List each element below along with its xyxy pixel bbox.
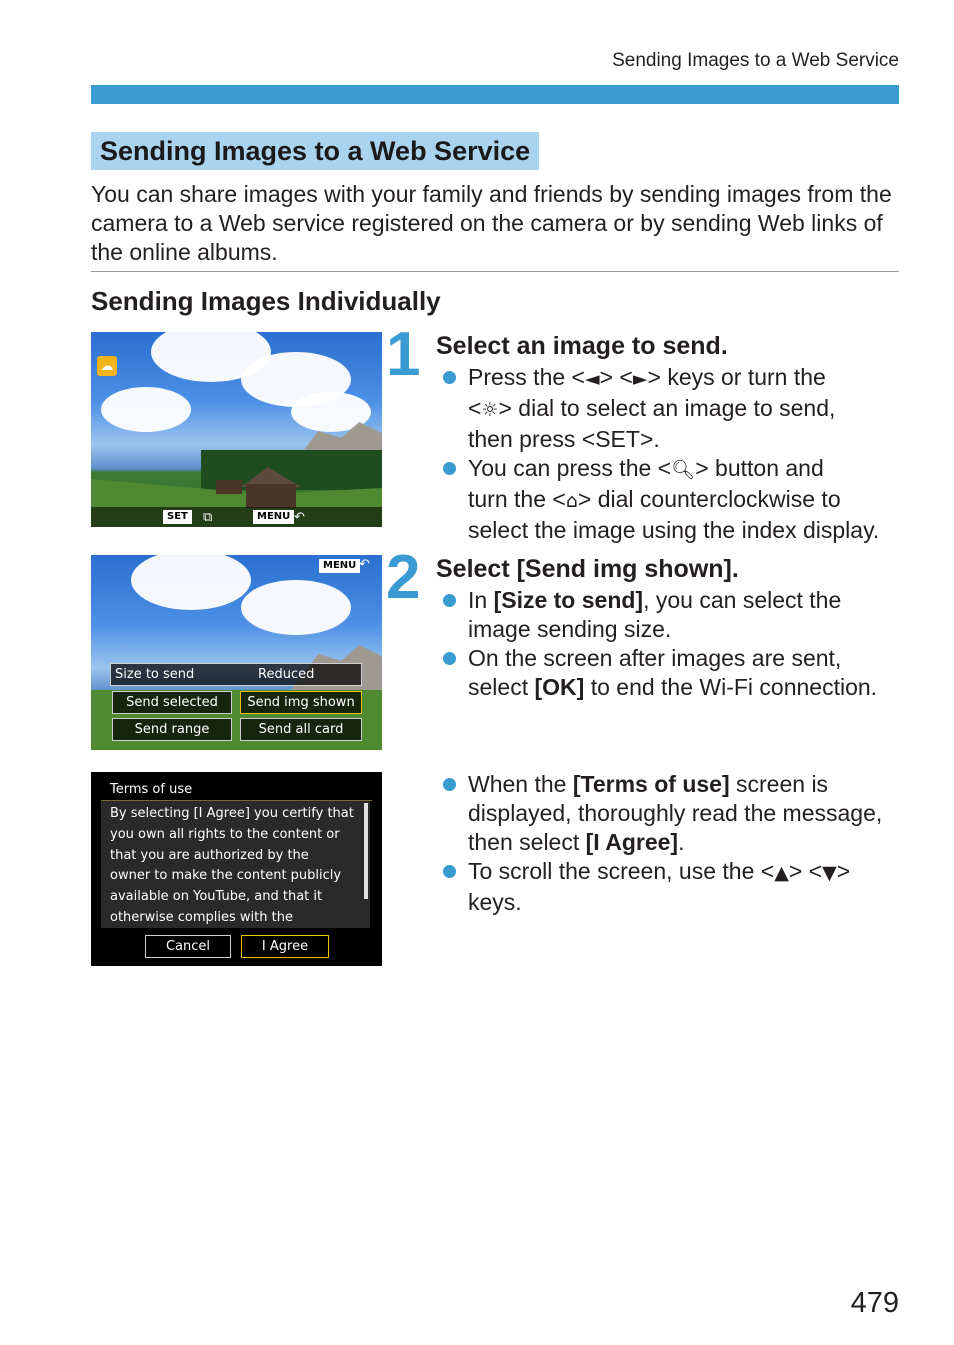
return-icon: ↶ [359,557,370,572]
folder-icon: ⧉ [203,510,213,525]
running-head: Sending Images to a Web Service [612,50,899,71]
terms-line: By selecting [I Agree] you certify that [110,806,354,821]
terms-scrollbar[interactable] [364,803,368,899]
size-to-send-row[interactable] [110,663,362,686]
terms-bullets [436,770,906,917]
up-arrow-icon: ▲ [774,862,789,884]
left-arrow-icon: ◄ [584,368,600,390]
cloud-shape [241,580,351,635]
terms-text [110,804,368,929]
terms-line: available on YouTube, and that it [110,889,323,905]
terms-body[interactable] [101,801,370,928]
step-number-1: 1 [386,320,421,389]
cloud-shape [101,387,191,432]
bullet-item: You can press the <🔍︎> button and turn the <⌂> dial counterclockwise to select the image using the index display. [436,454,906,545]
intro-paragraph: You can share images with your family and friends by sending images from the camera to a Web service registered on the camera or by sending Web links of the online albums. [91,181,892,265]
small-cabin [216,480,242,494]
bullet-dot-icon [443,594,456,607]
bullet-item: On the screen after images are sent, select [OK] to end the Wi-Fi connection. [436,644,906,702]
zoom-icon: 🔍︎ [671,459,696,481]
cancel-button[interactable]: Cancel [145,935,231,958]
send-selected-button[interactable]: Send selected [112,691,232,714]
size-to-send-value: Reduced [258,667,315,682]
terms-line: that you are authorized by the [110,847,309,863]
return-icon: ↶ [294,510,305,525]
send-all-card-button[interactable]: Send all card [240,718,362,741]
camera-guide-bar [91,507,382,527]
step-1-bullets [436,363,906,545]
bullet-item: Press the <◄> <►> keys or turn the <☼> dial to select an image to send, then press <SET>. [436,363,906,454]
bullet-item: When the [Terms of use] screen is displayed, thoroughly read the message, then select [I Agree]. [436,770,906,857]
set-key-icon: SET [163,510,192,524]
i-agree-button[interactable]: I Agree [241,935,329,958]
header-bar [91,85,899,104]
step-2-title: Select [Send img shown]. [436,555,739,583]
quick-control-dial-icon: ⌂ [565,490,578,512]
right-arrow-icon: ► [632,368,648,390]
subheading: Sending Images Individually [91,286,441,316]
bullet-dot-icon [443,865,456,878]
size-to-send-label: Size to send [115,667,195,682]
cabin [246,484,296,508]
down-arrow-icon: ▼ [822,862,837,884]
bullet-item: In [Size to send], you can select the image sending size. [436,586,906,644]
cloud-service-icon: ☁ [97,356,117,376]
step-number-2: 2 [386,543,421,612]
menu-key-icon: MENU [319,559,360,573]
camera-screen-playback [91,332,382,527]
step-2-bullets [436,586,906,702]
page-number: 479 [850,1287,899,1319]
send-range-button[interactable]: Send range [112,718,232,741]
divider [91,271,899,272]
camera-screen-terms [91,772,382,966]
bullet-dot-icon [443,652,456,665]
bullet-dot-icon [443,462,456,475]
step-1-title: Select an image to send. [436,332,728,360]
bullet-dot-icon [443,371,456,384]
terms-line: otherwise complies with the [110,909,293,925]
terms-line: you own all rights to the content or [110,826,340,842]
bullet-dot-icon [443,778,456,791]
set-icon: SET [595,426,640,452]
send-img-shown-button[interactable]: Send img shown [240,691,362,714]
terms-title: Terms of use [110,782,193,797]
camera-screen-send-menu [91,555,382,750]
section-title: Sending Images to a Web Service [91,132,539,170]
menu-key-icon: MENU [253,510,294,524]
main-dial-icon: ☼ [481,399,499,421]
terms-line: owner to make the content publicly [110,868,342,884]
bullet-item: To scroll the screen, use the <▲> <▼> keys. [436,857,906,917]
